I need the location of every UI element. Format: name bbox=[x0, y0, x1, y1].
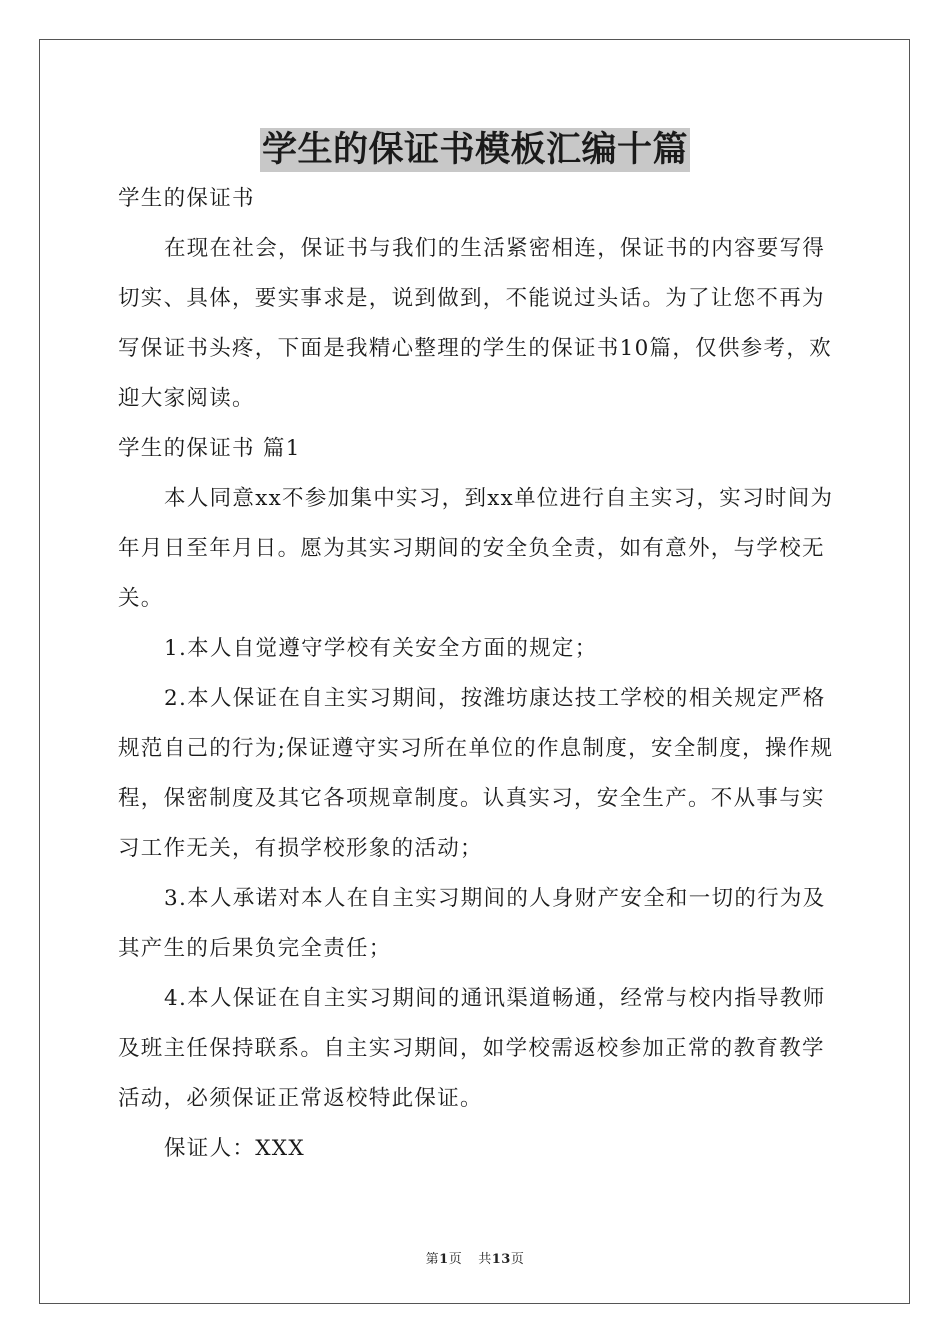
list-item: 1.本人自觉遵守学校有关安全方面的规定； bbox=[164, 636, 598, 661]
page-unit: 页 bbox=[448, 1252, 463, 1267]
signature-line: 保证人：XXX bbox=[164, 1136, 306, 1161]
total-page-count: 13 bbox=[491, 1252, 511, 1267]
section-heading: 学生的保证书 bbox=[118, 186, 255, 211]
section-heading: 学生的保证书 篇1 bbox=[118, 436, 301, 461]
document-body bbox=[118, 174, 834, 1174]
intro-paragraph: 在现在社会，保证书与我们的生活紧密相连，保证书的内容要写得切实、具体，要实事求是，说到做到，不能说过头话。为了让您不再为写保证书头疼，下面是我精心整理的学生的保证书10篇，仅供参考，欢迎大家阅读。 bbox=[118, 236, 832, 411]
body-paragraph: 本人同意xx不参加集中实习，到xx单位进行自主实习，实习时间为年月日至年月日。愿为其实习期间的安全负全责，如有意外，与学校无关。 bbox=[118, 486, 834, 611]
document-title: 学生的保证书模板汇编十篇 bbox=[261, 129, 688, 170]
current-page-number: 1 bbox=[439, 1252, 449, 1267]
page-prefix: 第 bbox=[425, 1252, 440, 1267]
list-item: 3.本人承诺对本人在自主实习期间的人身财产安全和一切的行为及其产生的后果负完全责任； bbox=[118, 886, 826, 961]
total-unit: 页 bbox=[510, 1252, 525, 1267]
total-prefix: 共 bbox=[478, 1252, 492, 1267]
list-item: 4.本人保证在自主实习期间的通讯渠道畅通，经常与校内指导教师及班主任保持联系。自主实习期间，如学校需返校参加正常的教育教学活动，必须保证正常返校特此保证。 bbox=[118, 986, 826, 1111]
page-footer bbox=[0, 1248, 950, 1267]
list-item: 2.本人保证在自主实习期间，按潍坊康达技工学校的相关规定严格规范自己的行为;保证遵守实习所在单位的作息制度，安全制度，操作规程，保密制度及其它各项规章制度。认真实习，安全生产。不从事与实习工作无关，有损学校形象的活动； bbox=[118, 686, 834, 861]
title-container bbox=[0, 128, 950, 172]
